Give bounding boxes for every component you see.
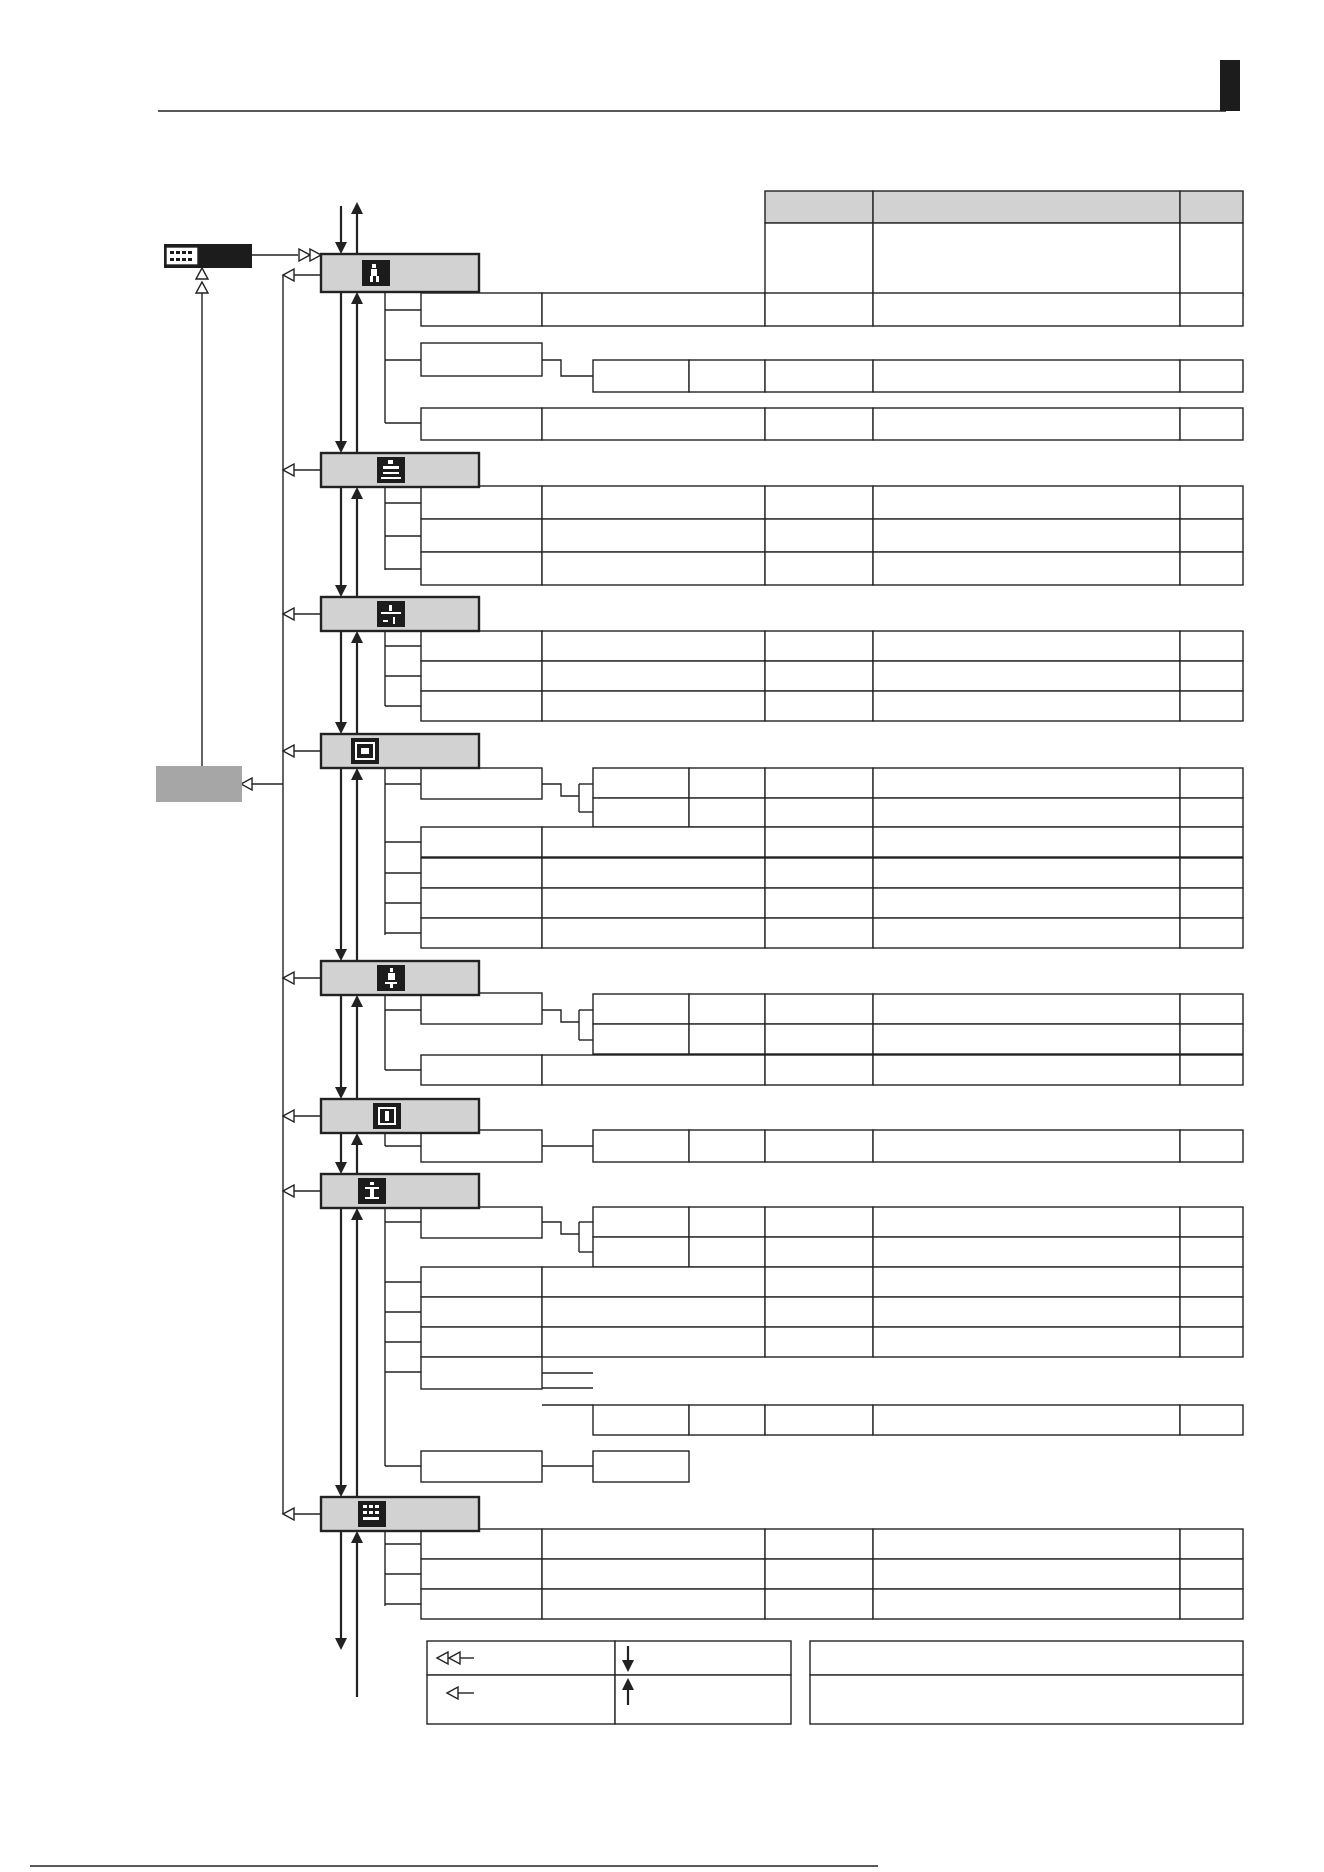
row-value-cell [765,994,873,1024]
row-name-cell [421,827,542,857]
solid-arrow-up-icon [351,1133,363,1145]
standing-figure-icon [377,965,405,991]
sub-table-row [593,1207,1243,1237]
row-value-cell [765,858,873,888]
sub-option-cell [689,1024,765,1054]
row-range-cell [873,519,1180,552]
row-range-cell [873,1297,1180,1327]
row-name-cell [421,408,542,440]
sub-table-row [593,1405,1243,1435]
row-name-cell [421,661,542,691]
row-range-cell [873,798,1180,827]
table-row [421,1267,1243,1297]
row-name-cell [421,519,542,552]
group-name-cell [421,1207,542,1238]
row-desc-cell [542,1589,765,1619]
row-desc-cell [542,552,765,585]
person-at-desk-icon [377,457,405,483]
row-range-cell [873,1237,1180,1267]
row-value-cell [765,1024,873,1054]
table-row [421,293,1243,326]
row-value-cell [765,1297,873,1327]
hollow-arrow-left-icon [283,608,294,620]
row-desc-cell [542,486,765,519]
row-range-cell [873,1130,1180,1162]
row-desc-cell [542,918,765,948]
row-unit-cell [1180,798,1243,827]
group-name-cell [421,768,542,799]
pattern-frame-icon [351,738,379,764]
row-desc-cell [542,888,765,918]
display-panel-icon [164,244,252,268]
row-value-cell [765,486,873,519]
sub-table-row [593,798,1243,827]
row-name-cell [421,1327,542,1357]
row-range-cell [873,994,1180,1024]
menu-box [321,1497,479,1531]
legend-cell [615,1675,791,1724]
row-range-cell [873,552,1180,585]
row-unit-cell [1180,1559,1243,1589]
solid-arrow-up-icon [351,768,363,780]
solid-arrow-down-icon [335,1485,347,1497]
sub-name-cell [593,994,689,1024]
row-name-cell [421,1297,542,1327]
info-circle-icon [358,1178,386,1204]
row-range-cell [873,1207,1180,1237]
row-name-cell [421,293,542,326]
row-name-cell [421,691,542,721]
row-value-cell [765,360,873,392]
keypad-grid-icon [358,1501,386,1527]
row-range-cell [873,918,1180,948]
table-header-col-3 [1180,191,1243,223]
hollow-arrow-left-icon [283,745,294,757]
row-value-cell [765,519,873,552]
table-header-sub-3 [1180,223,1243,296]
row-unit-cell [1180,827,1243,857]
row-value-cell [765,1559,873,1589]
row-value-cell [765,661,873,691]
row-value-cell [765,827,873,857]
row-unit-cell [1180,486,1243,519]
group-name-cell [421,343,542,376]
row-unit-cell [1180,1297,1243,1327]
row-unit-cell [1180,1529,1243,1559]
solid-arrow-down-icon [335,441,347,453]
sub-name-cell [593,360,689,392]
row-unit-cell [1180,1267,1243,1297]
table-row [421,691,1243,721]
sub-name-cell [593,1405,689,1435]
hollow-arrow-up-icon [196,268,208,279]
table-row [421,519,1243,552]
row-value-cell [765,1207,873,1237]
row-value-cell [765,768,873,798]
menu-box [321,254,479,292]
solid-arrow-down-icon [335,242,347,254]
sub-table-row [593,360,1243,392]
row-range-cell [873,631,1180,661]
legend-left-table [427,1641,791,1724]
row-name-cell [421,552,542,585]
legend-cell [810,1641,1243,1675]
solid-arrow-up-icon [351,995,363,1007]
row-name-cell [421,888,542,918]
solid-arrow-up-icon [351,631,363,643]
sub-option-cell [689,994,765,1024]
row-unit-cell [1180,768,1243,798]
row-desc-cell [542,293,765,326]
solid-arrow-down-icon [335,585,347,597]
row-value-cell [765,1327,873,1357]
row-unit-cell [1180,1405,1243,1435]
row-unit-cell [1180,360,1243,392]
sub-option-cell [689,360,765,392]
hollow-arrow-left-icon [283,269,294,281]
sub-name-cell [593,1130,689,1162]
row-value-cell [765,918,873,948]
solid-arrow-down-icon [335,949,347,961]
row-range-cell [873,691,1180,721]
legend-cell [427,1675,615,1724]
sub-option-cell [689,768,765,798]
solid-arrow-up-icon [351,487,363,499]
row-range-cell [873,408,1180,440]
hollow-arrow-right-icon [299,249,310,261]
row-unit-cell [1180,1130,1243,1162]
solid-arrow-down-icon [335,1087,347,1099]
row-range-cell [873,661,1180,691]
sub-table-row [593,1130,1243,1162]
sub-table-row [593,1237,1243,1267]
row-unit-cell [1180,888,1243,918]
status-box [156,766,242,802]
row-unit-cell [1180,293,1243,326]
solid-arrow-up-icon [351,202,363,214]
row-unit-cell [1180,1589,1243,1619]
sub-branch [542,1222,579,1234]
row-value-cell [765,1237,873,1267]
sub-name-cell [593,768,689,798]
row-range-cell [873,1055,1180,1085]
row-range-cell [873,1327,1180,1357]
row-desc-cell [542,519,765,552]
sub-table-row [593,994,1243,1024]
row-value-cell [765,293,873,326]
row-desc-cell [542,1559,765,1589]
legend-cell [615,1641,791,1675]
row-value-cell [765,1529,873,1559]
row-unit-cell [1180,1055,1243,1085]
row-range-cell [873,1589,1180,1619]
row-range-cell [873,486,1180,519]
table-row [421,918,1243,948]
row-range-cell [873,768,1180,798]
row-desc-cell [542,1297,765,1327]
row-desc-cell [542,408,765,440]
row-unit-cell [1180,408,1243,440]
row-unit-cell [1180,918,1243,948]
row-unit-cell [1180,1207,1243,1237]
solid-arrow-down-icon [335,1638,347,1650]
hollow-arrow-left-icon [283,1185,294,1197]
row-value-cell [765,552,873,585]
table-row [421,1559,1243,1589]
sub-branch [542,360,593,376]
solid-arrow-down-icon [335,722,347,734]
parameter-rows [421,293,1243,1619]
row-value-cell [765,1589,873,1619]
solid-arrow-up-icon [351,292,363,304]
person-lines-icon [377,601,405,627]
row-range-cell [873,1405,1180,1435]
row-unit-cell [1180,858,1243,888]
row-unit-cell [1180,1024,1243,1054]
row-unit-cell [1180,552,1243,585]
row-desc-cell [542,661,765,691]
table-header-sub-1 [765,223,873,296]
table-row [421,486,1243,519]
row-name-cell [421,1055,542,1085]
row-desc-cell [542,1055,765,1085]
row-value-cell [765,691,873,721]
row-name-cell [421,1267,542,1297]
group-name-cell [421,1357,542,1389]
table-row [421,631,1243,661]
sub-option-cell [689,1207,765,1237]
group-name-cell [421,1451,542,1482]
menu-box [321,1174,479,1208]
table-row [421,1589,1243,1619]
row-unit-cell [1180,994,1243,1024]
row-desc-cell [542,1529,765,1559]
hollow-arrow-left-icon [283,464,294,476]
menu-box [321,734,479,768]
row-name-cell [421,1559,542,1589]
table-header [765,191,1243,296]
sub-branch [542,1010,579,1022]
row-unit-cell [1180,691,1243,721]
table-header-sub-2 [873,223,1180,296]
sub-option-cell [689,1405,765,1435]
row-unit-cell [1180,631,1243,661]
row-value-cell [765,408,873,440]
rotation-dial-icon [373,1103,401,1129]
sub-option-cell [689,1130,765,1162]
sub-branch [542,784,579,796]
table-header-col-2 [873,191,1180,223]
row-unit-cell [1180,1237,1243,1267]
sub-option-cell [689,1237,765,1267]
row-desc-cell [542,1327,765,1357]
sub-table-row [593,1024,1243,1054]
row-range-cell [873,293,1180,326]
row-range-cell [873,1559,1180,1589]
table-row [421,827,1243,857]
legend-right-table [810,1641,1243,1724]
row-value-cell [765,1055,873,1085]
hollow-arrow-left-icon [283,1110,294,1122]
table-row [421,888,1243,918]
row-name-cell [421,918,542,948]
row-value-cell [765,1267,873,1297]
row-value-cell [765,631,873,661]
chapter-tab [1220,60,1240,111]
row-range-cell [873,1267,1180,1297]
hollow-arrow-left-icon [283,1508,294,1520]
table-row [421,858,1243,888]
row-desc-cell [542,858,765,888]
sub-table-row [593,768,1243,798]
legend-cell [810,1675,1243,1724]
row-value-cell [765,888,873,918]
table-row [421,1327,1243,1357]
row-value-cell [765,1130,873,1162]
row-name-cell [421,858,542,888]
table-header-col-1 [765,191,873,223]
row-range-cell [873,1529,1180,1559]
table-row [421,408,1243,440]
group-name-cell [421,1130,542,1162]
row-range-cell [873,827,1180,857]
table-row [421,1055,1243,1085]
row-desc-cell [542,631,765,661]
row-range-cell [873,1024,1180,1054]
row-name-cell [421,1589,542,1619]
legend [427,1641,1243,1724]
hollow-arrow-up-icon [196,282,208,293]
sub-name-cell [593,1207,689,1237]
group-name-cell [421,993,542,1024]
row-name-cell [421,486,542,519]
solid-arrow-up-icon [351,1531,363,1543]
row-name-cell [421,631,542,661]
row-range-cell [873,888,1180,918]
walking-person-icon [362,260,390,286]
row-unit-cell [1180,1327,1243,1357]
table-row [421,661,1243,691]
row-desc-cell [542,827,765,857]
sub-name-cell [593,798,689,827]
row-name-cell [421,1529,542,1559]
sub-option-cell [689,798,765,827]
hollow-arrow-left-icon [283,972,294,984]
row-value-cell [765,1405,873,1435]
table-row [421,1529,1243,1559]
sub-name-cell [593,1024,689,1054]
solid-arrow-up-icon [351,1208,363,1220]
left-navigation [156,244,321,1520]
table-row [421,1297,1243,1327]
row-unit-cell [1180,661,1243,691]
sub-name-cell [593,1237,689,1267]
table-row [421,552,1243,585]
hollow-arrow-left-icon [241,778,252,790]
row-range-cell [873,858,1180,888]
solid-arrow-down-icon [335,1162,347,1174]
hollow-arrow-right-icon [310,249,321,261]
sub-name-cell [593,1451,689,1482]
row-desc-cell [542,1267,765,1297]
row-desc-cell [542,691,765,721]
row-unit-cell [1180,519,1243,552]
row-value-cell [765,798,873,827]
row-range-cell [873,360,1180,392]
